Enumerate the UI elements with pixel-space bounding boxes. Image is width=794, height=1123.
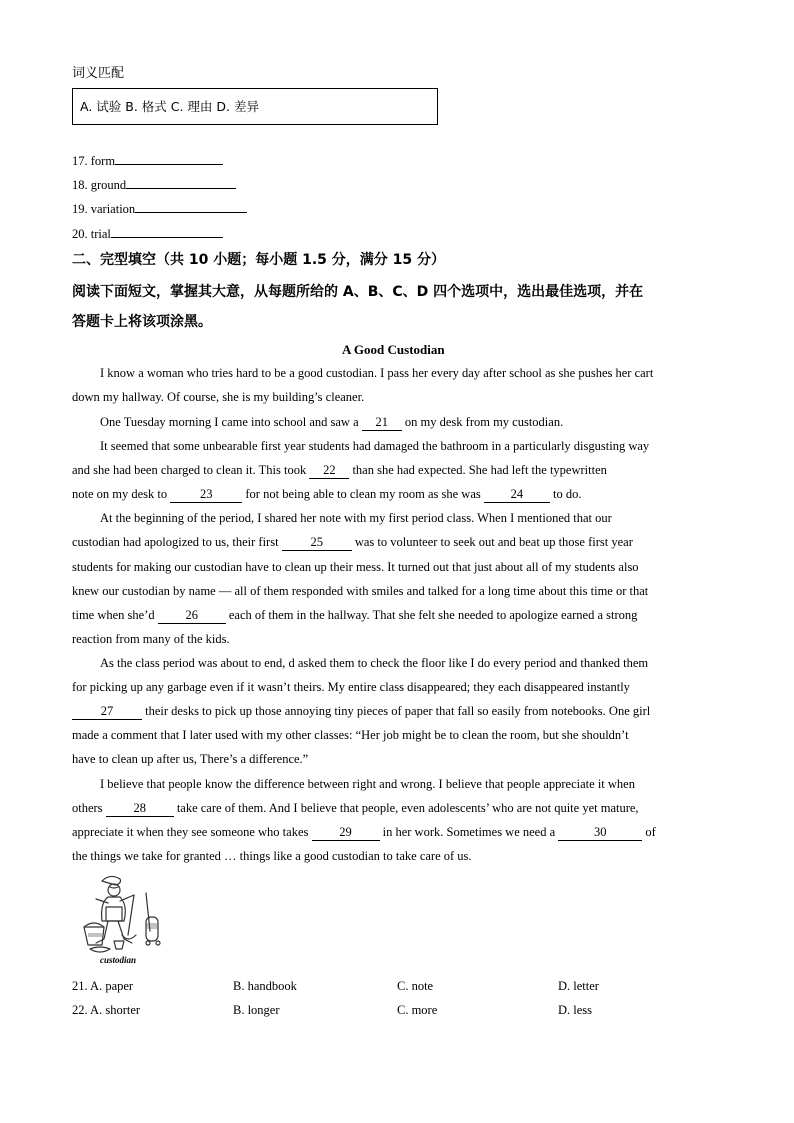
passage-text: than she had expected. She had left the typewritten <box>349 463 607 477</box>
blank-27: 27 <box>72 704 142 720</box>
passage-line: I believe that people know the difference between right and wrong. I believe that people appreciate it when <box>100 777 635 791</box>
match-item-label: 20. trial <box>72 227 111 241</box>
passage-line: I know a woman who tries hard to be a good custodian. I pass her every day after school as she pushes her cart <box>100 366 654 380</box>
option-b[interactable]: B. handbook <box>233 979 297 993</box>
passage-line: At the beginning of the period, I shared her note with my first period class. When I mentioned that our <box>100 511 612 525</box>
passage-line: the things we take for granted … things like a good custodian to take care of us. <box>72 849 472 863</box>
section-instruction: 阅读下面短文，掌握其大意，从每题所给的 A、B、C、D 四个选项中，选出最佳选项，并在 <box>72 284 644 300</box>
options-text: A. 试验 B. 格式 C. 理由 D. 差异 <box>80 99 259 114</box>
passage-line <box>72 487 581 503</box>
passage-line <box>72 535 633 551</box>
passage-line <box>72 825 656 841</box>
passage-line <box>72 704 650 720</box>
answer-blank[interactable] <box>126 176 236 189</box>
passage-text: for not being able to clean my room as she was <box>242 487 484 501</box>
passage-text: of <box>642 825 656 839</box>
question-row-21 <box>72 979 732 995</box>
blank-21: 21 <box>362 415 402 431</box>
passage-text: appreciate it when they see someone who takes <box>72 825 312 839</box>
custodian-illustration <box>80 873 172 968</box>
answer-blank[interactable] <box>115 152 223 165</box>
blank-30: 30 <box>558 825 642 841</box>
option-a[interactable]: 22. A. shorter <box>72 1003 141 1017</box>
passage-line <box>72 463 607 479</box>
matching-heading: 词义匹配 <box>72 66 125 81</box>
match-item-label: 18. ground <box>72 178 127 192</box>
match-item-17 <box>72 152 223 169</box>
passage-text: to do. <box>549 487 582 501</box>
passage-text: in her work. Sometimes we need a <box>379 825 559 839</box>
blank-29: 29 <box>312 825 380 841</box>
answer-blank[interactable] <box>135 200 247 213</box>
passage-line: have to clean up after us, There’s a difference.” <box>72 752 309 766</box>
passage-text: time when she’d <box>72 608 158 622</box>
option-a[interactable]: 21. A. paper <box>72 979 134 993</box>
option-b[interactable]: B. longer <box>233 1003 280 1017</box>
option-d[interactable]: D. letter <box>558 979 599 993</box>
passage-line: knew our custodian by name — all of them responded with smiles and talked for a long time about this time or that <box>72 584 649 598</box>
blank-24: 24 <box>484 487 550 503</box>
passage-line: down my hallway. Of course, she is my building’s cleaner. <box>72 390 365 404</box>
passage-text: on my desk from my custodian. <box>401 415 564 429</box>
passage-line: It seemed that some unbearable first year students had damaged the bathroom in a particularly disgusting way <box>100 439 650 453</box>
passage-line: for picking up any garbage even if it wasn’t theirs. My entire class disappeared; they each disappeared instantly <box>72 680 630 694</box>
passage-text: One Tuesday morning I came into school and saw a <box>100 415 362 429</box>
passage-line: As the class period was about to end, d asked them to check the floor like I do every period and thanked them <box>100 656 649 670</box>
option-c[interactable]: C. more <box>397 1003 438 1017</box>
match-item-label: 17. form <box>72 154 116 168</box>
passage-line <box>72 608 637 624</box>
passage-line: made a comment that I later used with my other classes: “Her job might be to clean the room, but she shouldn’t <box>72 728 629 742</box>
passage-text: take care of them. And I believe that people, even adolescents’ who are not quite yet mature, <box>173 801 639 815</box>
passage-title: A Good Custodian <box>342 342 445 357</box>
passage-text: their desks to pick up those annoying tiny pieces of paper that fall so easily from notebooks. One girl <box>142 704 651 718</box>
passage-text: and she had been charged to clean it. This took <box>72 463 310 477</box>
answer-blank[interactable] <box>111 225 223 238</box>
option-c[interactable]: C. note <box>397 979 434 993</box>
option-d[interactable]: D. less <box>558 1003 593 1017</box>
passage-line <box>100 415 563 431</box>
question-row-22 <box>72 1003 732 1019</box>
passage-text: custodian had apologized to us, their first <box>72 535 282 549</box>
match-item-19 <box>72 200 247 217</box>
image-caption: custodian <box>100 955 137 965</box>
options-box <box>72 88 438 125</box>
passage-text: others <box>72 801 106 815</box>
passage-line: students for making our custodian have to clean up their mess. It turned out that just about all of my students also <box>72 560 639 574</box>
match-item-18 <box>72 176 236 193</box>
passage-text: was to volunteer to seek out and beat up those first year <box>351 535 633 549</box>
blank-25: 25 <box>282 535 352 551</box>
section-instruction-cont: 答题卡上将该项涂黑。 <box>72 314 212 330</box>
blank-23: 23 <box>170 487 242 503</box>
blank-28: 28 <box>106 801 174 817</box>
passage-line: reaction from many of the kids. <box>72 632 230 646</box>
custodian-icon <box>80 873 172 955</box>
passage-line <box>72 801 639 817</box>
passage-text: note on my desk to <box>72 487 171 501</box>
match-item-label: 19. variation <box>72 202 136 216</box>
match-item-20 <box>72 225 223 242</box>
blank-26: 26 <box>158 608 226 624</box>
passage-text: each of them in the hallway. That she felt she needed to apologize earned a strong <box>225 608 638 622</box>
section-heading: 二、完型填空（共 10 小题；每小题 1.5 分，满分 15 分） <box>72 252 446 268</box>
blank-22: 22 <box>309 463 349 479</box>
